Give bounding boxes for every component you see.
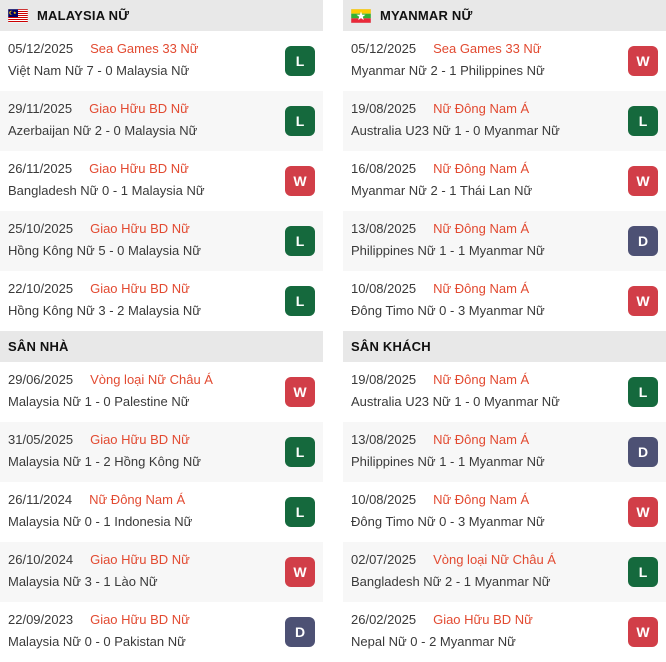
match-row[interactable] — [343, 482, 666, 542]
match-result: Australia U23 Nữ 1 - 0 Myanmar Nữ — [351, 394, 560, 409]
form-badge: L — [285, 286, 315, 316]
form-badge: D — [628, 226, 658, 256]
competition-link[interactable]: Nữ Đông Nam Á — [433, 221, 530, 236]
competition-link[interactable]: Giao Hữu BD Nữ — [90, 552, 190, 567]
match-result: Malaysia Nữ 0 - 1 Indonesia Nữ — [8, 514, 193, 529]
form-badge: W — [628, 497, 658, 527]
match-row[interactable] — [0, 482, 323, 542]
match-date: 10/08/2025 — [351, 281, 417, 296]
match-row[interactable] — [0, 31, 323, 91]
away-matches-myanmar — [343, 362, 666, 662]
malaysia-flag-icon — [8, 9, 28, 23]
match-date: 13/08/2025 — [351, 432, 417, 447]
form-badge: W — [628, 166, 658, 196]
match-row[interactable] — [343, 422, 666, 482]
form-badge: L — [285, 437, 315, 467]
competition-link[interactable]: Vòng loại Nữ Châu Á — [433, 552, 556, 567]
competition-link[interactable]: Vòng loại Nữ Châu Á — [90, 372, 213, 387]
form-badge: W — [285, 166, 315, 196]
form-badge: W — [628, 46, 658, 76]
match-result: Malaysia Nữ 1 - 2 Hồng Kông Nữ — [8, 454, 201, 469]
match-date: 26/02/2025 — [351, 612, 417, 627]
match-date: 25/10/2025 — [8, 221, 74, 236]
match-result: Australia U23 Nữ 1 - 0 Myanmar Nữ — [351, 123, 560, 138]
form-badge: L — [285, 226, 315, 256]
section-header-away — [343, 331, 666, 362]
match-date: 19/08/2025 — [351, 101, 417, 116]
match-row[interactable] — [343, 151, 666, 211]
section-label: SÂN NHÀ — [8, 339, 69, 354]
form-badge: W — [628, 617, 658, 647]
competition-link[interactable]: Nữ Đông Nam Á — [89, 492, 186, 507]
panel-malaysia — [0, 0, 323, 662]
myanmar-flag-icon — [351, 9, 371, 23]
match-row[interactable] — [0, 91, 323, 151]
match-date: 29/06/2025 — [8, 372, 74, 387]
competition-link[interactable]: Nữ Đông Nam Á — [433, 492, 530, 507]
match-row[interactable] — [0, 211, 323, 271]
competition-link[interactable]: Nữ Đông Nam Á — [433, 161, 530, 176]
recent-matches-malaysia — [0, 31, 323, 331]
match-date: 22/10/2025 — [8, 281, 74, 296]
match-date: 26/11/2024 — [8, 492, 73, 507]
competition-link[interactable]: Giao Hữu BD Nữ — [90, 281, 190, 296]
match-result: Nepal Nữ 0 - 2 Myanmar Nữ — [351, 634, 516, 649]
match-date: 02/07/2025 — [351, 552, 417, 567]
form-badge: W — [628, 286, 658, 316]
competition-link[interactable]: Nữ Đông Nam Á — [433, 372, 530, 387]
match-result: Myanmar Nữ 2 - 1 Philippines Nữ — [351, 63, 545, 78]
home-matches-malaysia — [0, 362, 323, 662]
team-title: MYANMAR NỮ — [380, 8, 473, 23]
match-result: Azerbaijan Nữ 2 - 0 Malaysia Nữ — [8, 123, 198, 138]
match-row[interactable] — [0, 151, 323, 211]
panel-myanmar — [343, 0, 666, 662]
section-label: SÂN KHÁCH — [351, 339, 431, 354]
competition-link[interactable]: Sea Games 33 Nữ — [90, 41, 199, 56]
match-row[interactable] — [343, 271, 666, 331]
match-row[interactable] — [343, 211, 666, 271]
match-date: 26/10/2024 — [8, 552, 74, 567]
match-date: 19/08/2025 — [351, 372, 417, 387]
competition-link[interactable]: Nữ Đông Nam Á — [433, 432, 530, 447]
match-date: 10/08/2025 — [351, 492, 417, 507]
recent-matches-myanmar — [343, 31, 666, 331]
match-date: 05/12/2025 — [8, 41, 74, 56]
match-result: Bangladesh Nữ 0 - 1 Malaysia Nữ — [8, 183, 205, 198]
form-badge: L — [285, 497, 315, 527]
match-row[interactable] — [0, 362, 323, 422]
team-title: MALAYSIA NỮ — [37, 8, 130, 23]
team-header-malaysia — [0, 0, 323, 31]
match-row[interactable] — [0, 542, 323, 602]
match-row[interactable] — [343, 362, 666, 422]
match-result: Malaysia Nữ 1 - 0 Palestine Nữ — [8, 394, 190, 409]
form-badge: D — [628, 437, 658, 467]
match-result: Hồng Kông Nữ 3 - 2 Malaysia Nữ — [8, 303, 201, 318]
competition-link[interactable]: Giao Hữu BD Nữ — [433, 612, 533, 627]
match-result: Đông Timo Nữ 0 - 3 Myanmar Nữ — [351, 303, 545, 318]
match-row[interactable] — [0, 422, 323, 482]
competition-link[interactable]: Giao Hữu BD Nữ — [89, 101, 189, 116]
match-date: 29/11/2025 — [8, 101, 73, 116]
section-header-home — [0, 331, 323, 362]
competition-link[interactable]: Sea Games 33 Nữ — [433, 41, 542, 56]
form-badge: W — [285, 557, 315, 587]
match-result: Việt Nam Nữ 7 - 0 Malaysia Nữ — [8, 63, 190, 78]
form-badge: D — [285, 617, 315, 647]
form-badge: L — [628, 557, 658, 587]
form-badge: L — [628, 106, 658, 136]
team-header-myanmar — [343, 0, 666, 31]
match-result: Philippines Nữ 1 - 1 Myanmar Nữ — [351, 243, 545, 258]
match-result: Bangladesh Nữ 2 - 1 Myanmar Nữ — [351, 574, 551, 589]
form-badge: L — [628, 377, 658, 407]
match-date: 16/08/2025 — [351, 161, 417, 176]
match-row[interactable] — [343, 602, 666, 662]
competition-link[interactable]: Giao Hữu BD Nữ — [90, 221, 190, 236]
match-row[interactable] — [0, 271, 323, 331]
form-badge: L — [285, 46, 315, 76]
match-date: 31/05/2025 — [8, 432, 74, 447]
form-badge: L — [285, 106, 315, 136]
competition-link[interactable]: Nữ Đông Nam Á — [433, 281, 530, 296]
match-row[interactable] — [0, 602, 323, 662]
form-badge: W — [285, 377, 315, 407]
match-row[interactable] — [343, 31, 666, 91]
competition-link[interactable]: Nữ Đông Nam Á — [433, 101, 530, 116]
competition-link[interactable]: Giao Hữu BD Nữ — [90, 432, 190, 447]
match-result: Myanmar Nữ 2 - 1 Thái Lan Nữ — [351, 183, 533, 198]
competition-link[interactable]: Giao Hữu BD Nữ — [89, 161, 189, 176]
match-result: Malaysia Nữ 3 - 1 Lào Nữ — [8, 574, 158, 589]
match-date: 13/08/2025 — [351, 221, 417, 236]
match-row[interactable] — [343, 91, 666, 151]
match-result: Philippines Nữ 1 - 1 Myanmar Nữ — [351, 454, 545, 469]
match-result: Malaysia Nữ 0 - 0 Pakistan Nữ — [8, 634, 186, 649]
competition-link[interactable]: Giao Hữu BD Nữ — [90, 612, 190, 627]
match-date: 22/09/2023 — [8, 612, 74, 627]
match-row[interactable] — [343, 542, 666, 602]
match-result: Đông Timo Nữ 0 - 3 Myanmar Nữ — [351, 514, 545, 529]
match-result: Hồng Kông Nữ 5 - 0 Malaysia Nữ — [8, 243, 201, 258]
match-date: 26/11/2025 — [8, 161, 73, 176]
match-date: 05/12/2025 — [351, 41, 417, 56]
